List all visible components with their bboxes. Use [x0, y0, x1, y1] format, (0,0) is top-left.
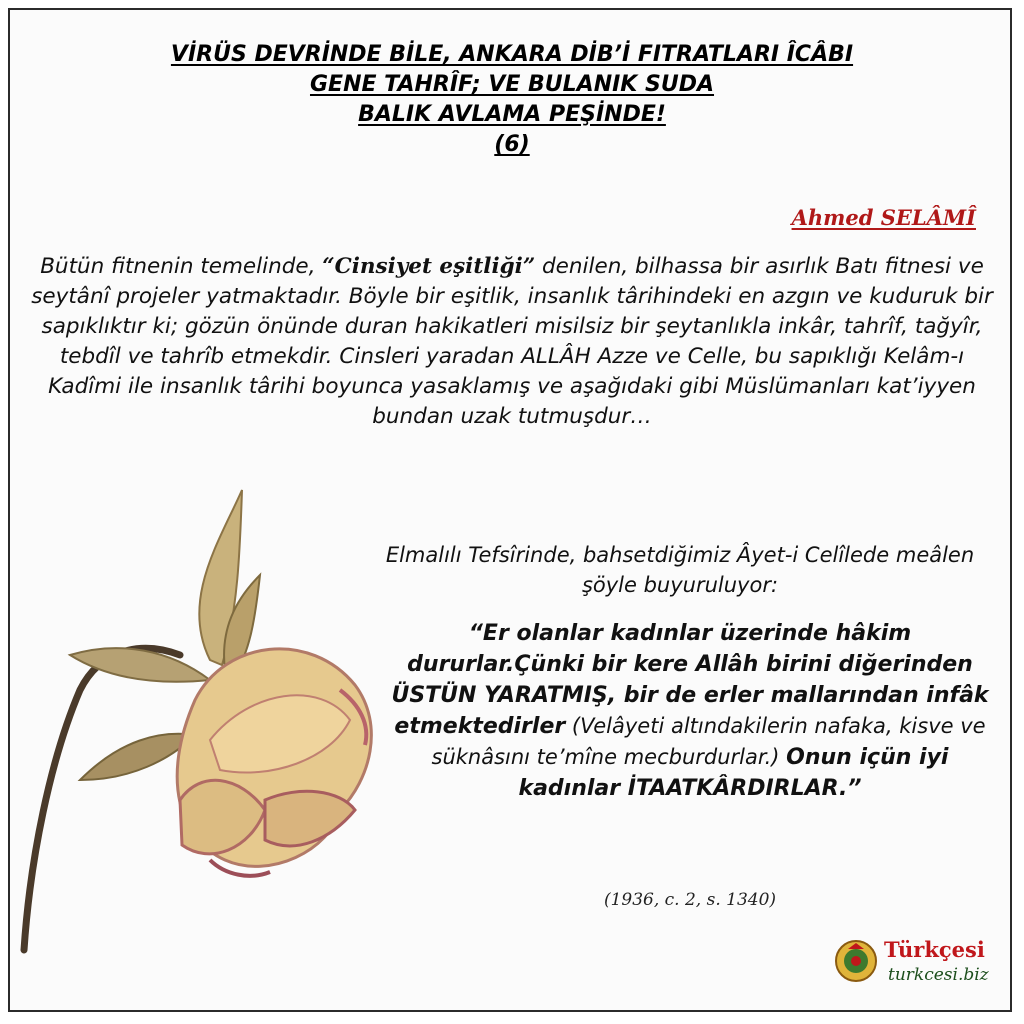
title-line-3: BALIK AVLAMA PEŞİNDE!	[358, 102, 666, 127]
intro-text-before: Bütün fitnenin temelinde,	[40, 254, 323, 279]
elmalili-intro: Elmalılı Tefsîrinde, bahsetdiğimiz Âyet-i Celîlede meâlen şöyle buyuruluyor:	[385, 543, 975, 597]
title-part-number: (6)	[494, 132, 530, 157]
intro-text-after: denilen, bilhassa bir asırlık Batı fitnesi ve seytânî projeler yatmaktadır. Böyle bir eşitlik, insanlık târihindeki en azgın ve kuduruk bir sapıklıktır ki; gözün önünde duran hakikatleri misilsiz bir şeytanlıkla inkâr, tahrîf, tağyîr, tebdîl ve tahrîb etmekdir. Cinsleri yaradan ALLÂH Azze ve Celle, bu sapıklığı Kelâm-ı Kadîmi ile insanlık târihi boyunca yasaklamış ve aşağıdaki gibi Müslümanları kat’iyyen bundan uzak tutmuşdur…	[31, 254, 993, 429]
brand-website: turkcesi.biz	[888, 965, 989, 985]
intro-emphasis: “Cinsiyet eşitliği”	[322, 254, 536, 279]
citation: (1936, c. 2, s. 1340)	[603, 890, 777, 910]
title-line-1: VİRÜS DEVRİNDE BİLE, ANKARA DİB’İ FITRATLARI ÎCÂBI	[170, 42, 854, 67]
quote-bold-part-2: Onun içün iyi kadınlar İTAATKÂRDIRLAR.”	[518, 745, 949, 801]
brand-name: Türkçesi	[884, 937, 985, 962]
quote-parenthetical: (Velâyeti altındakilerin nafaka, kisve ve süknâsını te’mîne mecburdurlar.)	[431, 714, 986, 769]
brand-logo	[830, 935, 1000, 995]
author-name: Ahmed SELÂMÎ	[791, 205, 976, 230]
intro-paragraph	[30, 252, 994, 432]
quote-bold-part-1: “Er olanlar kadınlar üzerinde hâkim dururlar.Çünki bir kere Allâh birini diğerinden ÜSTÜN YARATMIŞ, bir de erler mallarından infâk etmektedirler	[391, 621, 989, 739]
title-line-2: GENE TAHRÎF; VE BULANIK SUDA	[309, 72, 715, 97]
article-title	[0, 40, 1024, 160]
wilted-rose-image	[10, 480, 390, 960]
ottoman-emblem-icon	[834, 939, 878, 983]
verse-quote	[380, 618, 1000, 804]
